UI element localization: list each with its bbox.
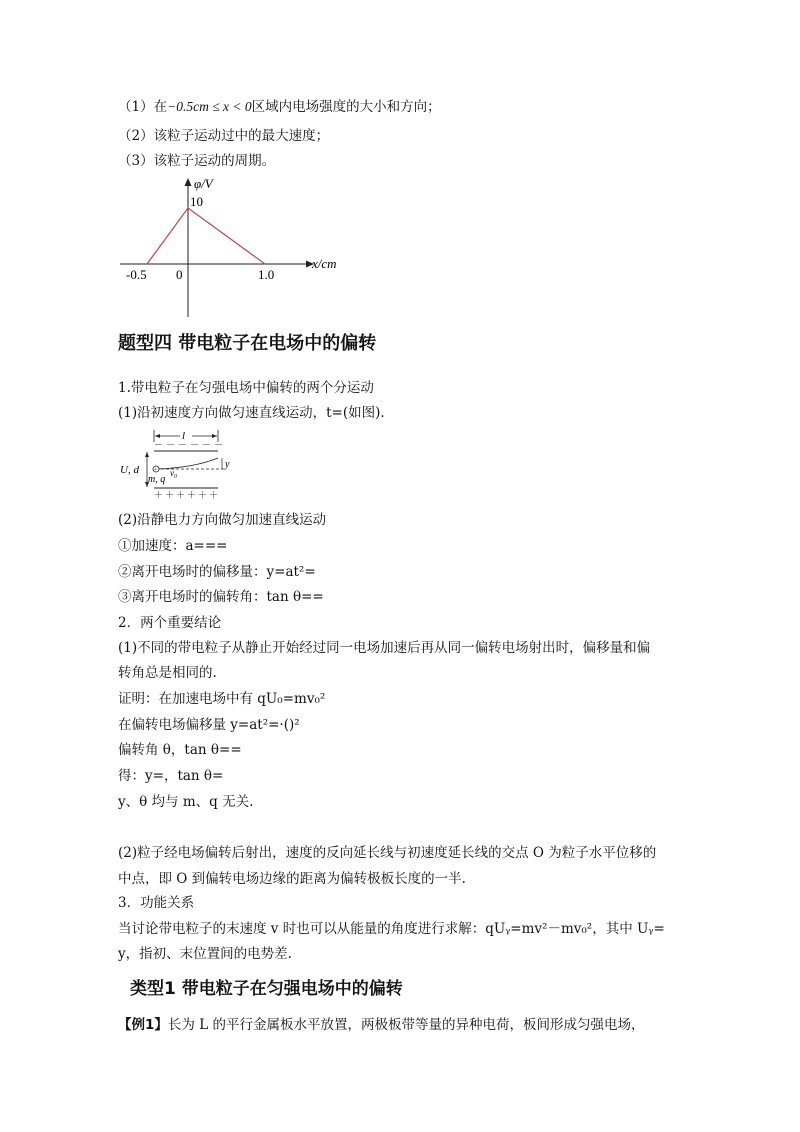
voltage-distance-label: U, d: [120, 464, 139, 476]
example-1-text: 长为 L 的平行金属板水平放置，两极板带等量的异种电荷，板间形成匀强电场，: [167, 1017, 645, 1033]
s2-a-line1: (1)不同的带电粒子从静止开始经过同一电场加速后再从同一偏转电场射出时，偏移量和偏: [118, 640, 651, 656]
question-2: （2）该粒子运动过中的最大速度；: [118, 128, 330, 144]
s1-b2: ②离开电场时的偏移量：y=at²=: [118, 564, 316, 580]
tick-right: 1.0: [258, 267, 275, 282]
s2-b-line1: (2)粒子经电场偏转后射出，速度的反向延长线与初速度延长线的交点 O 为粒子水平位移的: [118, 845, 657, 861]
s3-title: 3．功能关系: [118, 895, 195, 911]
proof-4: 得：y=，tan θ=: [118, 768, 224, 784]
proof-1: 证明：在加速电场中有 qU₀=mv₀²: [118, 691, 326, 707]
s2-b-line2: 中点，即 O 到偏转电场边缘的距离为偏转极板长度的一半.: [118, 871, 466, 887]
tick-origin: 0: [176, 267, 183, 282]
example-1: [118, 1016, 644, 1034]
y-axis-arrow: [185, 178, 192, 186]
offset-label: y: [225, 459, 230, 470]
mass-charge-label: m, q: [148, 474, 166, 485]
question-1-formula: −0.5cm ≤ x < 0: [167, 99, 252, 114]
question-1-num: （1）在: [118, 99, 168, 115]
proof-5: y、θ 均与 m、q 无关.: [118, 794, 254, 810]
proof-2: 在偏转电场偏移量 y=at²=·()²: [118, 717, 300, 733]
question-3: （3）该粒子运动的周期。: [118, 153, 276, 169]
length-label: l: [182, 430, 186, 442]
tick-left: -0.5: [126, 267, 147, 282]
x-axis-label: x/cm: [312, 256, 337, 271]
s2-a-line2: 转角总是相同的.: [118, 665, 217, 681]
question-1: [118, 98, 441, 116]
s1-title: 1.带电粒子在匀强电场中偏转的两个分运动: [118, 380, 374, 396]
proof-3: 偏转角 θ，tan θ==: [118, 742, 242, 758]
velocity-label: v₀: [170, 468, 178, 478]
positive-charges: ＋＋＋＋＋＋: [154, 490, 221, 500]
svg-text:+: +: [153, 467, 157, 474]
potential-graph: [110, 172, 350, 322]
s2-title: 2．两个重要结论: [118, 615, 222, 631]
section-4-title: 题型四 带电粒子在电场中的偏转: [118, 333, 377, 354]
s3-line2: y，指初、末位置间的电势差.: [118, 946, 292, 962]
s3-line1: 当讨论带电粒子的末速度 v 时也可以从能量的角度进行求解：qUᵧ=mv²－mv₀²，其中 Uᵧ=: [118, 921, 665, 937]
s1-a: (1)沿初速度方向做匀速直线运动，t=(如图).: [118, 405, 385, 421]
y-axis-label: φ/V: [194, 176, 213, 191]
potential-line: [147, 208, 265, 264]
deflection-diagram: [118, 424, 238, 504]
s1-b1: ①加速度：a===: [118, 538, 228, 554]
negative-charges: －－－－－－: [154, 440, 227, 450]
type1-title: 类型1 带电粒子在匀强电场中的偏转: [130, 979, 403, 999]
s1-b3: ③离开电场时的偏转角：tan θ==: [118, 589, 324, 605]
s1-b: (2)沿静电力方向做匀加速直线运动: [118, 512, 327, 528]
example-1-label: 【例1】: [118, 1017, 168, 1033]
question-1-rest: 区域内电场强度的大小和方向；: [251, 99, 441, 115]
trajectory: [156, 458, 218, 469]
peak-label: 10: [190, 194, 203, 209]
